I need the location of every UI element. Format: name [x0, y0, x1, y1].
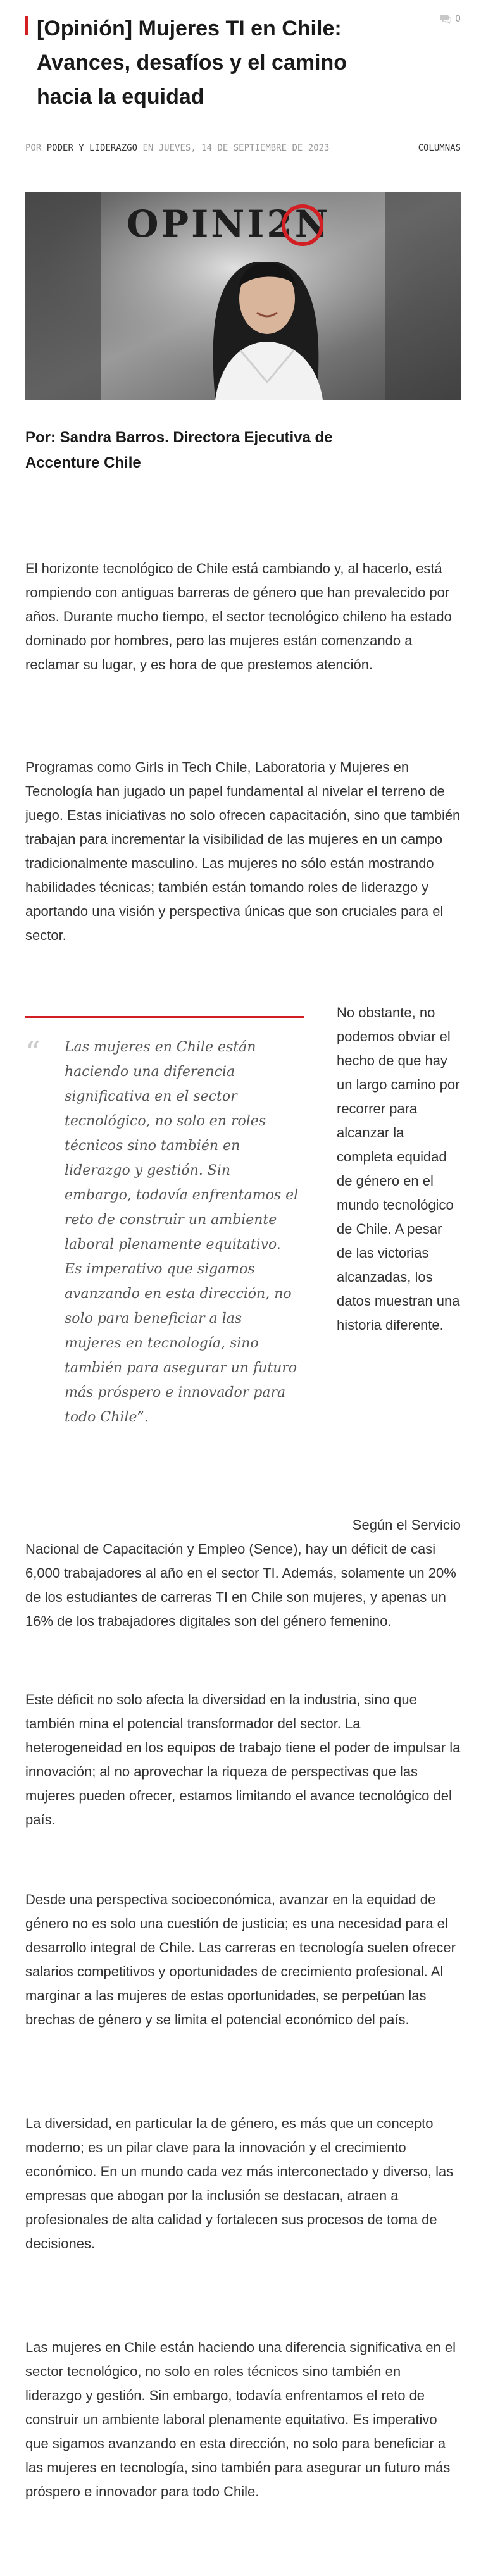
author-byline: Por: Sandra Barros. Directora Ejecutiva de Accenture Chile [25, 429, 333, 471]
meta-date: EN JUEVES, 14 DE SEPTIEMBRE DE 2023 [142, 143, 330, 153]
opinion-logo-text: OPINI2N [127, 202, 331, 245]
paragraph-8: Las mujeres en Chile están haciendo una diferencia significativa en el sector tecnológico, no solo en roles técnicos sino también en liderazgo y gestión. Sin embargo, todavía enfrentamos el reto de construir un ambiente laboral plenamente equitativo. Es imperativo que sigamos avanzando en esta dirección, no solo para beneficiar a las mujeres en tecnología, sino también para asegurar un futuro más próspero e innovador para todo Chile. [25, 2339, 456, 2499]
paragraph-6: Desde una perspectiva socioeconómica, avanzar en la equidad de género no es solo una cuestión de justicia; es una necesidad para el desarrollo integral de Chile. Las carreras en tecnología suelen ofrecer salarios competitivos y oportunidades de crecimiento profesional. Al marginar a las mujeres de estas oportunidades, se perpetúan las brechas de género y se limita el potencial económico del país. [25, 1892, 456, 2028]
pull-quote-text: Las mujeres en Chile están haciendo una diferencia significativa en el sector tecnológico, no solo en roles técnicos sino también en liderazgo y gestión. Sin embargo, todavía enfrentamos el reto de construir un ambiente laboral plenamente equitativo. Es imperativo que sigamos avanzando en esta dirección, no solo para beneficiar a las mujeres en tecnología, sino también para asegurar un futuro más próspero e innovador para todo Chile”. [65, 1039, 299, 1425]
paragraph-2: Programas como Girls in Tech Chile, Laboratoria y Mujeres en Tecnología han jugado un papel fundamental al nivelar el terreno de juego. Estas iniciativas no solo ofrecen capacitación, sino que también trabajan para incrementar la visibilidad de las mujeres en un campo tradicionalmente masculino. Las mujeres no sólo están mostrando habilidades técnicas; también están tomando roles de liderazgo y aportando una visión y perspectiva únicas que son cruciales para el sector. [25, 759, 461, 943]
meta-category-link[interactable]: PODER Y LIDERAZGO [46, 143, 138, 153]
quote-mark-icon: “ [25, 1035, 41, 1069]
featured-image-art [25, 192, 461, 400]
meta-section-link[interactable]: COLUMNAS [418, 143, 461, 153]
page-title: [Opinión] Mujeres TI en Chile: Avances, desafíos y el camino hacia la equidad [37, 16, 347, 109]
comment-count-link[interactable] [440, 14, 461, 24]
paragraph-3: No obstante, no podemos obviar el hecho de que hay un largo camino por recorrer para alcanzar la completa equidad de género en el mundo tecnológico de Chile. A pesar de las victorias alcanzadas, los datos muestran una historia diferente. [337, 1005, 460, 1333]
comments-icon [440, 14, 451, 24]
paragraph-1: El horizonte tecnológico de Chile está cambiando y, al hacerlo, está rompiendo con antiguas barreras de género que han prevalecido por años. Durante mucho tiempo, el sector tecnológico chileno ha estado dominado por hombres, pero las mujeres están comenzando a reclamar su lugar, y es hora de que prestemos atención. [25, 560, 452, 672]
pull-quote-accent-line [25, 1016, 304, 1018]
article-meta [25, 128, 461, 168]
paragraph-7: La diversidad, en particular la de género, es más que un concepto moderno; es un pilar clave para la innovación y el crecimiento económico. En un mundo cada vez más interconectado y diverso, las empresas que abogan por la inclusión se destacan, atraen a profesionales de alta calidad y fortalecen sus procesos de toma de decisiones. [25, 2115, 454, 2251]
paragraph-5: Este déficit no solo afecta la diversidad en la industria, sino que también mina el potencial transformador del sector. La heterogeneidad en los equipos de trabajo tiene el poder de impulsar la innovación; al no aprovechar la riqueza de perspectivas que las mujeres pueden ofrecer, estamos limitando el avance tecnológico del país. [25, 1692, 461, 1828]
meta-by: POR [25, 143, 42, 153]
paragraph-4: Nacional de Capacitación y Empleo (Sence), hay un déficit de casi 6,000 trabajadores al año en el sector TI. Además, solamente un 20% de los estudiantes de carreras TI en Chile son mujeres, y apenas un 16% de los trabajadores digitales son del género femenino. [25, 1541, 456, 1629]
paragraph-4-lead: Según el Servicio [352, 1517, 461, 1533]
title-accent-bar [25, 16, 28, 35]
comment-count: 0 [455, 14, 461, 24]
featured-image [25, 192, 461, 400]
